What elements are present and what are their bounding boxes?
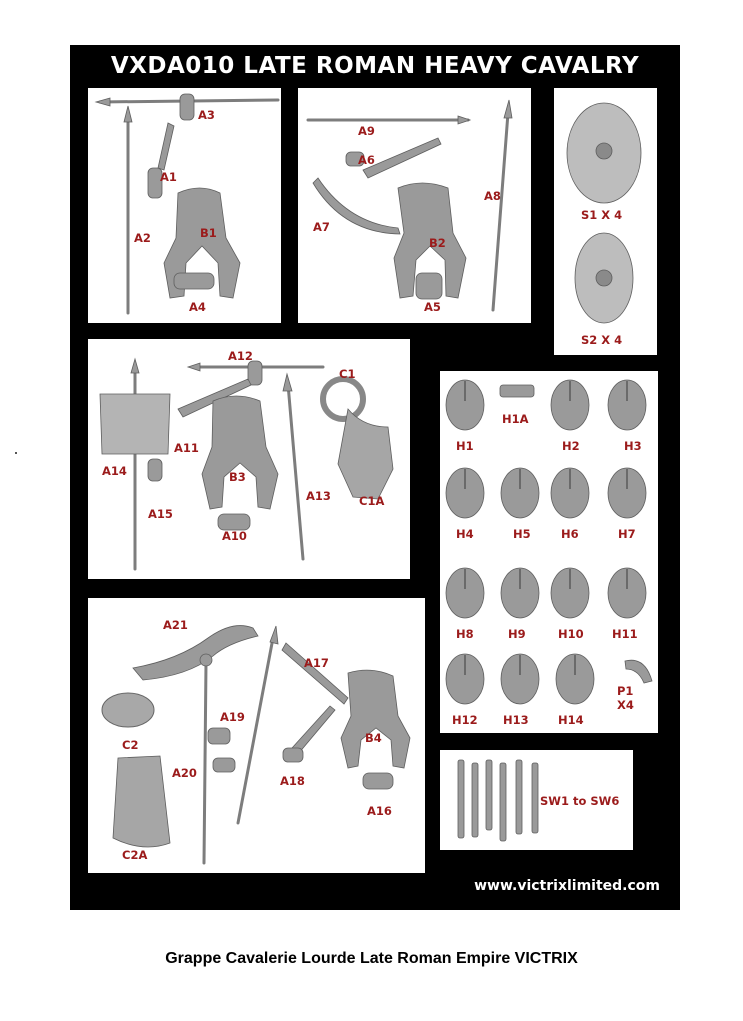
label-p1: P1 <box>617 684 634 698</box>
label-a18: A18 <box>280 774 305 788</box>
label-a1: A1 <box>160 170 177 184</box>
label-a20: A20 <box>172 766 197 780</box>
label-h8: H8 <box>456 627 474 641</box>
label-b4: B4 <box>365 731 382 745</box>
label-a15: A15 <box>148 507 173 521</box>
label-h5: H5 <box>513 527 531 541</box>
label-s1: S1 X 4 <box>581 208 623 222</box>
label-a9: A9 <box>358 124 375 138</box>
sprue-panel-b4 <box>88 598 425 873</box>
label-h14: H14 <box>558 713 584 727</box>
label-h11: H11 <box>612 627 638 641</box>
label-a13: A13 <box>306 489 331 503</box>
label-a19: A19 <box>220 710 245 724</box>
label-c1a: C1A <box>359 494 385 508</box>
sprue-b3-parts <box>88 339 410 579</box>
product-sheet <box>70 45 680 910</box>
label-h1a: H1A <box>502 412 529 426</box>
label-a17: A17 <box>304 656 329 670</box>
label-h12: H12 <box>452 713 478 727</box>
label-a11: A11 <box>174 441 199 455</box>
label-b3: B3 <box>229 470 246 484</box>
sword-scabbard <box>532 763 538 833</box>
sprue-panel-b1 <box>88 88 281 323</box>
label-s2: S2 X 4 <box>581 333 623 347</box>
website-url: www.victrixlimited.com <box>474 878 660 894</box>
label-h10: H10 <box>558 627 584 641</box>
label-a6: A6 <box>358 153 375 167</box>
label-h3: H3 <box>624 439 642 453</box>
image-caption: Grappe Cavalerie Lourde Late Roman Empire VICTRIX <box>165 950 578 967</box>
label-a3: A3 <box>198 108 215 122</box>
label-a21: A21 <box>163 618 188 632</box>
label-h4: H4 <box>456 527 474 541</box>
sprue-b1-parts <box>88 88 281 323</box>
label-a14: A14 <box>102 464 127 478</box>
heads-parts <box>440 371 658 733</box>
sprue-b2-parts <box>298 88 531 323</box>
label-a16: A16 <box>367 804 392 818</box>
sprue-panel-b2 <box>298 88 531 323</box>
sword-scabbard <box>500 763 506 841</box>
sprue-panel-b3 <box>88 339 410 579</box>
label-h13: H13 <box>503 713 529 727</box>
shields-panel <box>554 88 657 355</box>
sword-scabbard <box>458 760 464 838</box>
label-a12: A12 <box>228 349 253 363</box>
label-h1: H1 <box>456 439 474 453</box>
label-c1: C1 <box>339 367 356 381</box>
label-c2a: C2A <box>122 848 148 862</box>
plume <box>625 660 652 683</box>
sword-scabbard <box>472 763 478 837</box>
helmet-band <box>500 385 534 397</box>
label-a8: A8 <box>484 189 501 203</box>
label-b2: B2 <box>429 236 446 250</box>
heads-panel <box>440 371 658 733</box>
sword-scabbard <box>516 760 522 834</box>
label-c2: C2 <box>122 738 139 752</box>
label-a5: A5 <box>424 300 441 314</box>
sword-scabbard <box>486 760 492 830</box>
stray-dot <box>15 452 17 454</box>
label-b1: B1 <box>200 226 217 240</box>
label-h2: H2 <box>562 439 580 453</box>
label-h6: H6 <box>561 527 579 541</box>
label-a4: A4 <box>189 300 206 314</box>
label-a10: A10 <box>222 529 247 543</box>
label-h9: H9 <box>508 627 526 641</box>
label-h7: H7 <box>618 527 636 541</box>
swords-panel <box>440 750 633 850</box>
sheet-title: VXDA010 LATE ROMAN HEAVY CAVALRY <box>110 53 640 79</box>
label-x4: X4 <box>617 698 634 712</box>
label-a7: A7 <box>313 220 330 234</box>
label-a2: A2 <box>134 231 151 245</box>
label-sw: SW1 to SW6 <box>540 794 620 808</box>
